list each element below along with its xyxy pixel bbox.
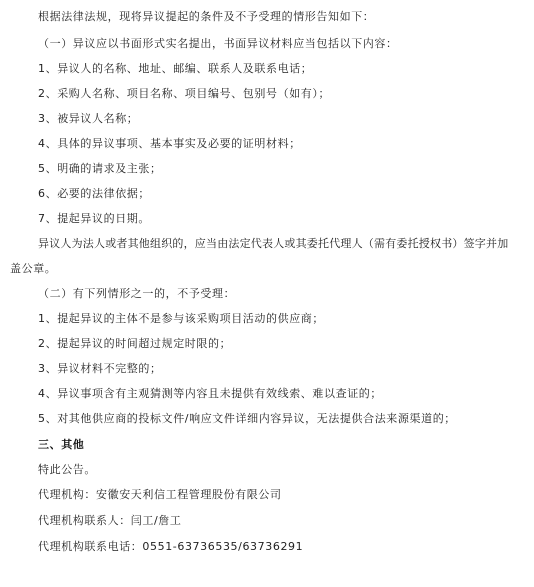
- agency-phone: 代理机构联系电话：0551-63736535/63736291: [38, 540, 304, 553]
- agency-contact: 代理机构联系人：闫工/詹工: [38, 514, 182, 527]
- section2-item-1: 1、提起异议的主体不是参与该采购项目活动的供应商；: [38, 312, 324, 325]
- section1-item-2: 2、采购人名称、项目名称、项目编号、包别号（如有）；: [38, 87, 331, 100]
- section1-note-line1: 异议人为法人或者其他组织的，应当由法定代表人或其委托代理人（需有委托授权书）签字并加: [38, 237, 509, 250]
- section1-note-line2: 盖公章。: [10, 262, 57, 275]
- section2-heading: （二）有下列情形之一的，不予受理：: [38, 287, 236, 300]
- intro-text: 根据法律法规，现将异议提起的条件及不予受理的情形告知如下：: [38, 10, 375, 23]
- section1-item-4: 4、具体的异议事项、基本事实及必要的证明材料；: [38, 137, 301, 150]
- section2-item-5: 5、对其他供应商的投标文件/响应文件详细内容异议，无法提供合法来源渠道的；: [38, 412, 456, 425]
- section1-item-3: 3、被异议人名称；: [38, 112, 139, 125]
- section1-item-6: 6、必要的法律依据；: [38, 187, 150, 200]
- section2-item-4: 4、异议事项含有主观猜测等内容且未提供有效线索、难以查证的；: [38, 387, 382, 400]
- section1-heading: （一）异议应以书面形式实名提出，书面异议材料应当包括以下内容：: [38, 37, 398, 50]
- agency-name: 代理机构：安徽安天利信工程管理股份有限公司: [38, 488, 282, 501]
- section1-item-5: 5、明确的请求及主张；: [38, 162, 162, 175]
- section1-item-1: 1、异议人的名称、地址、邮编、联系人及联系电话；: [38, 62, 313, 75]
- announce-text: 特此公告。: [38, 463, 96, 476]
- section3-heading: 三、其他: [38, 438, 85, 451]
- section2-item-2: 2、提起异议的时间超过规定时限的；: [38, 337, 232, 350]
- section1-item-7: 7、提起异议的日期。: [38, 212, 150, 225]
- section2-item-3: 3、异议材料不完整的；: [38, 362, 162, 375]
